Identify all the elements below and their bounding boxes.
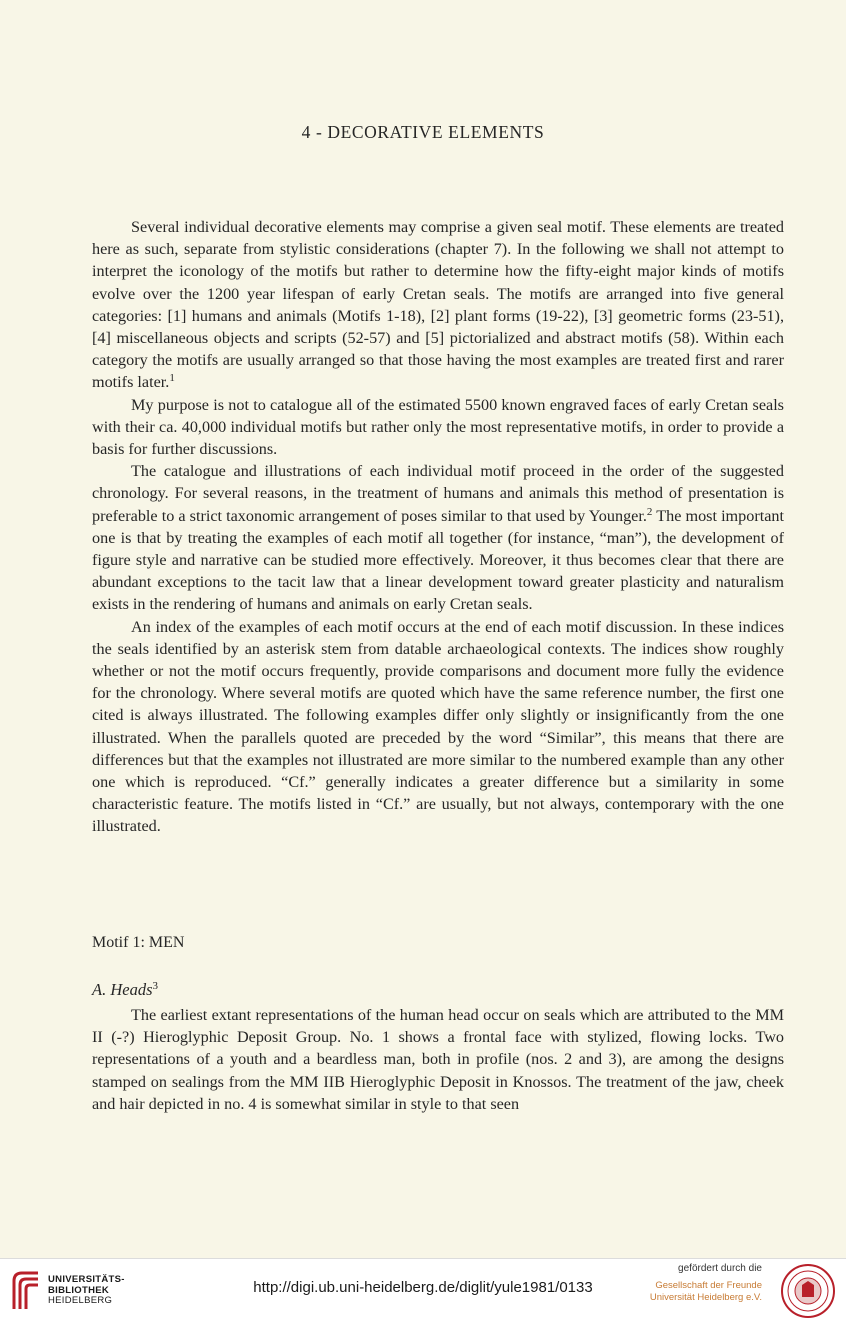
footer-bar (0, 1258, 846, 1321)
intro-text (92, 216, 784, 838)
university-seal-icon (780, 1263, 836, 1319)
heads-text (92, 1004, 784, 1115)
paragraph: The catalogue and illustrations of each individual motif proceed in the order of the suggested chronology. For several reasons, in the treatment of humans and animals this method of presentation is preferable to a strict taxonomic arrangement of poses similar to that used by Younger.$^2$ The most important one is that by treating the examples of each motif all together (for instance, “man”), the development of figure style and narrative can be studied more effectively. Moreover, it thus becomes clear that there are abundant exceptions to the tacit law that a linear development toward greater plasticity and naturalism exists in the rendering of humans and animals on early Cretan seals. (92, 462, 785, 614)
sponsor-block[interactable]: gefördert durch die Gesellschaft der Freunde Universität Heidelberg e.V. (649, 1263, 762, 1303)
footnote-ref[interactable]: 2 (646, 505, 653, 518)
footnote-ref[interactable]: 3 (152, 980, 158, 992)
paragraph: Several individual decorative elements may comprise a given seal motif. These elements are treated here as such, separate from stylistic considerations (chapter 7). In the following we shall not attempt to interpret the iconology of the motifs but rather to determine how the fifty-eight major kinds of motifs evolve over the 1200 year lifespan of early Cretan seals. The motifs are arranged into five general categories: [1] humans and animals (Motifs 1-18), [2] plant forms (19-22), [3] geometric forms (23-51), [4] miscellaneous objects and scripts (52-57) and [5] pictorialized and abstract motifs (58). Within each category the motifs are usually arranged so that those having the most examples are treated first and rarer motifs later.$^1$ (92, 218, 784, 392)
footnote-ref[interactable]: 1 (169, 372, 175, 385)
library-name[interactable]: UNIVERSITÄTS- BIBLIOTHEK HEIDELBERG (48, 1274, 125, 1306)
paragraph: The earliest extant representations of the human head occur on seals which are attributed to the MM II (-?) Hieroglyphic Deposit Group. No. 1 shows a frontal face with stylized, flowing locks. Two representations of a youth and a beardless man, both in profile (nos. 2 and 3), are among the designs stamped on sealings from the MM IIB Hieroglyphic Deposit in Knossos. The treatment of the jaw, cheek and hair depicted in no. 4 is somewhat similar in style to that seen (92, 1006, 784, 1113)
chapter-title: 4 - DECORATIVE ELEMENTS (301, 122, 545, 142)
paragraph: My purpose is not to catalogue all of the estimated 5500 known engraved faces of early Cretan seals with their ca. 40,000 individual motifs but rather only the most representative motifs, in order to provide a basis for further discussions. (92, 395, 784, 459)
sub-heading: A. Heads$^3$ (92, 980, 158, 999)
paragraph: An index of the examples of each motif occurs at the end of each motif discussion. In these indices the seals identified by an asterisk stem from datable archaeological contexts. The indices show roughly whether or not the motif occurs frequently, provide comparisons and document more fully the evidence for the chronology. Where several motifs are quoted which have the same reference number, the first one cited is always illustrated. The following examples differ only slightly or insignificantly from the one illustrated. When the parallels quoted are preceded by the word “Similar”, this means that there are differences but that the examples not illustrated are more similar to the numbered example than any other one which is reproduced. “Cf.” generally indicates a greater difference but a similarity in some characteristic feature. The motifs listed in “Cf.” are usually, but not always, contemporary with the one illustrated. (92, 617, 784, 836)
source-url[interactable]: http://digi.ub.uni-heidelberg.de/diglit/yule1981/0133 (253, 1279, 593, 1296)
motif-heading: Motif 1: MEN (92, 934, 185, 951)
